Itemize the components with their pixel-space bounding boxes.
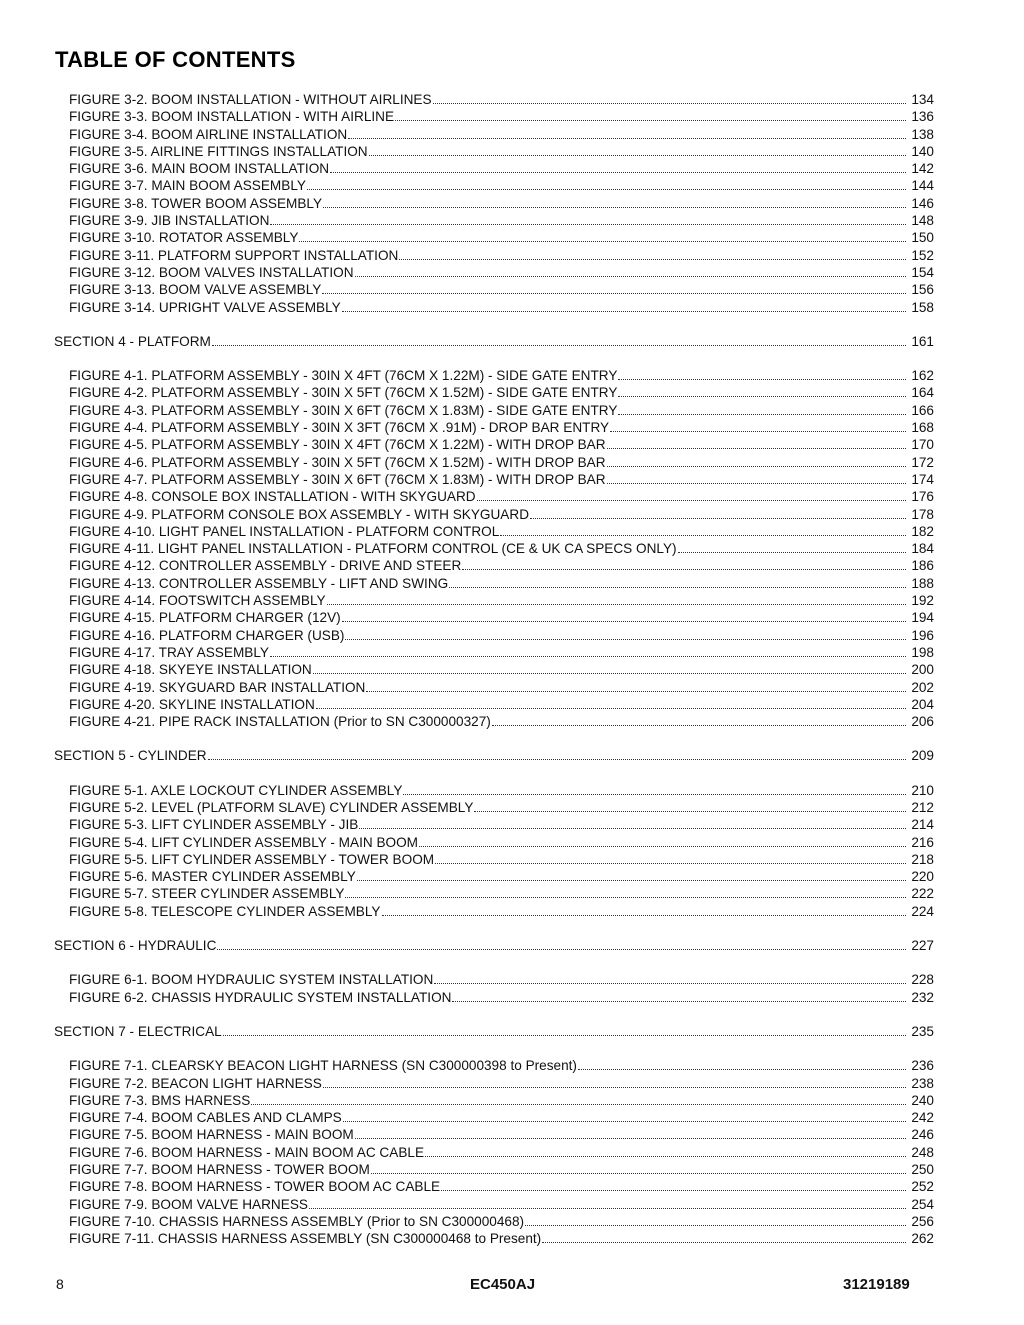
toc-entry-page: 218 [911, 851, 934, 867]
toc-entry-page: 134 [911, 92, 934, 107]
toc-entry-page: 136 [911, 109, 934, 125]
dot-leader [251, 1103, 906, 1105]
toc-entry-page: 154 [911, 264, 934, 280]
toc-entry-page: 164 [911, 385, 934, 401]
dot-leader [419, 845, 906, 847]
toc-figure-entry[interactable] [54, 160, 934, 177]
toc-entry-page: 152 [911, 247, 934, 263]
toc-entry-page: 248 [911, 1144, 934, 1160]
toc-entry-page: 156 [911, 282, 934, 298]
dot-leader [327, 603, 906, 605]
toc-entry-label: FIGURE 4-21. PIPE RACK INSTALLATION (Prior to SN C300000327) [69, 714, 491, 730]
toc-figure-entry[interactable] [54, 557, 934, 574]
toc-figure-entry[interactable] [54, 506, 934, 523]
toc-figure-entry[interactable] [54, 713, 934, 730]
dot-leader [342, 310, 906, 312]
toc-figure-entry[interactable] [54, 419, 934, 436]
toc-entry-page: 172 [911, 454, 934, 470]
toc-figure-entry[interactable] [54, 1126, 934, 1143]
toc-entry-label: FIGURE 3-9. JIB INSTALLATION [69, 213, 270, 229]
toc-section-entry[interactable] [54, 747, 934, 764]
dot-leader [357, 879, 906, 881]
toc-entry-label: FIGURE 4-2. PLATFORM ASSEMBLY - 30IN X 5FT (76CM X 1.52M) - SIDE GATE ENTRY [69, 385, 618, 401]
dot-leader [477, 499, 906, 501]
toc-entry-page: 182 [911, 523, 934, 539]
toc-entry-label: FIGURE 3-10. ROTATOR ASSEMBLY [69, 230, 299, 246]
toc-entry-label: FIGURE 7-10. CHASSIS HARNESS ASSEMBLY (Prior to SN C300000468) [69, 1213, 525, 1229]
dot-leader [307, 188, 906, 190]
toc-entry-page: 184 [911, 541, 934, 557]
toc-entry-label: FIGURE 6-1. BOOM HYDRAULIC SYSTEM INSTALLATION [69, 972, 434, 988]
dot-leader [342, 620, 906, 622]
dot-leader [322, 292, 906, 294]
toc-entry-label: SECTION 7 - ELECTRICAL [54, 1023, 222, 1039]
dot-leader [449, 586, 906, 588]
toc-entry-page: 224 [911, 903, 934, 919]
toc-figure-entry[interactable] [54, 644, 934, 661]
toc-figure-entry[interactable] [54, 1057, 934, 1074]
toc-entry-page: 236 [911, 1058, 934, 1074]
dot-leader [525, 1224, 906, 1226]
toc-entry-label: FIGURE 3-12. BOOM VALVES INSTALLATION [69, 264, 354, 280]
toc-figure-entry[interactable] [54, 1092, 934, 1109]
dot-leader [618, 395, 906, 397]
toc-figure-entry[interactable] [54, 281, 934, 298]
toc-figure-entry[interactable] [54, 609, 934, 626]
dot-leader [492, 724, 906, 726]
toc-entry-page: 242 [911, 1110, 934, 1126]
toc-figure-entry[interactable] [54, 488, 934, 505]
toc-entry-label: FIGURE 7-5. BOOM HARNESS - MAIN BOOM [69, 1127, 354, 1143]
toc-entry-label: FIGURE 6-2. CHASSIS HYDRAULIC SYSTEM INSTALLATION [69, 989, 452, 1005]
toc-entry-page: 216 [911, 834, 934, 850]
toc-figure-entry[interactable] [54, 885, 934, 902]
toc-entry-label: SECTION 4 - PLATFORM [54, 333, 211, 349]
dot-leader [323, 1086, 906, 1088]
toc-figure-entry[interactable] [54, 264, 934, 281]
dot-leader [403, 793, 906, 795]
dot-leader [355, 1137, 906, 1139]
toc-entry-label: FIGURE 7-4. BOOM CABLES AND CLAMPS [69, 1110, 342, 1126]
toc-entry-page: 196 [911, 627, 934, 643]
dot-leader [348, 137, 906, 139]
toc-entry-page: 198 [911, 644, 934, 660]
toc-entry-label: FIGURE 5-1. AXLE LOCKOUT CYLINDER ASSEMBLY [69, 782, 403, 798]
toc-entry-page: 140 [911, 143, 934, 159]
toc-entry-label: FIGURE 3-14. UPRIGHT VALVE ASSEMBLY [69, 299, 341, 315]
toc-entry-page: 235 [911, 1023, 934, 1039]
toc-entry-label: FIGURE 3-3. BOOM INSTALLATION - WITH AIRLINE [69, 109, 395, 125]
toc-figure-entry[interactable] [54, 1075, 934, 1092]
dot-leader [366, 690, 906, 692]
toc-section-entry[interactable] [54, 333, 934, 350]
toc-entry-label: FIGURE 5-2. LEVEL (PLATFORM SLAVE) CYLINDER ASSEMBLY [69, 799, 474, 815]
toc-entry-page: 252 [911, 1179, 934, 1195]
toc-figure-entry[interactable] [54, 108, 934, 125]
toc-entry-page: 214 [911, 817, 934, 833]
toc-entry-page: 256 [911, 1213, 934, 1229]
toc-entry-page: 178 [911, 506, 934, 522]
dot-leader [323, 206, 906, 208]
toc-figure-entry[interactable] [54, 1178, 934, 1195]
toc-figure-entry[interactable] [54, 143, 934, 160]
dot-leader [371, 1172, 906, 1174]
toc-entry-label: FIGURE 4-16. PLATFORM CHARGER (USB) [69, 627, 345, 643]
toc-figure-entry[interactable] [54, 903, 934, 920]
toc-entry-page: 240 [911, 1092, 934, 1108]
toc-entry-page: 238 [911, 1075, 934, 1091]
toc-figure-entry[interactable] [54, 799, 934, 816]
dot-leader [345, 896, 906, 898]
dot-leader [212, 344, 906, 346]
toc-figure-entry[interactable] [54, 229, 934, 246]
dot-leader [270, 655, 906, 657]
dot-leader [607, 447, 906, 449]
toc-figure-entry[interactable] [54, 989, 934, 1006]
toc-entry-label: FIGURE 4-19. SKYGUARD BAR INSTALLATION [69, 679, 366, 695]
toc-figure-entry[interactable] [54, 868, 934, 885]
toc-entry-label: FIGURE 7-2. BEACON LIGHT HARNESS [69, 1075, 322, 1091]
toc-entry-label: FIGURE 3-2. BOOM INSTALLATION - WITHOUT AIRLINES [69, 92, 432, 107]
toc-figure-entry[interactable] [54, 454, 934, 471]
toc-entry-label: FIGURE 4-6. PLATFORM ASSEMBLY - 30IN X 5FT (76CM X 1.52M) - WITH DROP BAR [69, 454, 606, 470]
toc-entry-page: 262 [911, 1231, 934, 1247]
dot-leader [217, 948, 906, 950]
dot-leader [399, 258, 906, 260]
toc-entry-label: FIGURE 4-9. PLATFORM CONSOLE BOX ASSEMBLY - WITH SKYGUARD [69, 506, 530, 522]
toc-entry-label: FIGURE 4-15. PLATFORM CHARGER (12V) [69, 610, 341, 626]
toc-entry-label: FIGURE 4-5. PLATFORM ASSEMBLY - 30IN X 4FT (76CM X 1.22M) - WITH DROP BAR [69, 437, 606, 453]
toc-figure-entry[interactable] [54, 575, 934, 592]
toc-entry-label: FIGURE 5-4. LIFT CYLINDER ASSEMBLY - MAIN BOOM [69, 834, 418, 850]
toc-entry-label: FIGURE 7-1. CLEARSKY BEACON LIGHT HARNESS (SN C300000398 to Present) [69, 1058, 577, 1074]
toc-entry-page: 138 [911, 126, 934, 142]
toc-entry-page: 144 [911, 178, 934, 194]
toc-figure-entry[interactable] [54, 1196, 934, 1213]
footer-doc-number: 31219189 [843, 1276, 910, 1293]
dot-leader [542, 1241, 906, 1243]
toc-entry-page: 174 [911, 471, 934, 487]
dot-leader [316, 707, 906, 709]
toc-entry-label: FIGURE 5-7. STEER CYLINDER ASSEMBLY [69, 886, 345, 902]
toc-figure-entry[interactable] [54, 1144, 934, 1161]
dot-leader [309, 1207, 906, 1209]
toc-entry-page: 228 [911, 972, 934, 988]
toc-figure-entry[interactable] [54, 436, 934, 453]
toc-entry-page: 222 [911, 886, 934, 902]
dot-leader [330, 171, 906, 173]
toc-entry-label: FIGURE 4-13. CONTROLLER ASSEMBLY - LIFT AND SWING [69, 575, 449, 591]
toc-entry-label: FIGURE 7-11. CHASSIS HARNESS ASSEMBLY (SN C300000468 to Present) [69, 1231, 542, 1247]
toc-entry-page: 161 [911, 333, 934, 349]
toc-entry-label: FIGURE 5-6. MASTER CYLINDER ASSEMBLY [69, 869, 356, 885]
toc-figure-entry[interactable] [54, 384, 934, 401]
dot-leader [452, 1000, 906, 1002]
toc-figure-entry[interactable] [54, 971, 934, 988]
toc-figure-entry[interactable] [54, 782, 934, 799]
dot-leader [474, 810, 906, 812]
toc-entry-label: FIGURE 4-11. LIGHT PANEL INSTALLATION - PLATFORM CONTROL (CE & UK CA SPECS ONLY) [69, 541, 677, 557]
toc-section-entry[interactable] [54, 1023, 934, 1040]
toc-entry-label: FIGURE 4-14. FOOTSWITCH ASSEMBLY [69, 593, 326, 609]
toc-entry-page: 254 [911, 1196, 934, 1212]
page-title: TABLE OF CONTENTS [55, 47, 296, 72]
footer-model: EC450AJ [470, 1276, 536, 1293]
dot-leader [359, 827, 906, 829]
dot-leader [395, 119, 906, 121]
toc-figure-entry[interactable] [54, 523, 934, 540]
toc-entry-label: FIGURE 3-11. PLATFORM SUPPORT INSTALLATION [69, 247, 399, 263]
dot-leader [610, 430, 906, 432]
toc-entry-label: FIGURE 5-5. LIFT CYLINDER ASSEMBLY - TOWER BOOM [69, 851, 435, 867]
toc-entry-page: 212 [911, 799, 934, 815]
toc-entry-label: FIGURE 3-7. MAIN BOOM ASSEMBLY [69, 178, 306, 194]
toc-entry-label: FIGURE 4-8. CONSOLE BOX INSTALLATION - WITH SKYGUARD [69, 489, 476, 505]
toc-figure-entry[interactable] [54, 177, 934, 194]
toc-figure-entry[interactable] [54, 212, 934, 229]
toc-entry-label: SECTION 5 - CYLINDER [54, 748, 207, 764]
toc-figure-entry[interactable] [54, 1230, 934, 1247]
toc-entry-page: 188 [911, 575, 934, 591]
toc-figure-entry[interactable] [54, 816, 934, 833]
dot-leader [434, 982, 906, 984]
toc-entry-page: 168 [911, 420, 934, 436]
toc-entry-page: 246 [911, 1127, 934, 1143]
dot-leader [678, 551, 906, 553]
toc-entry-label: FIGURE 4-7. PLATFORM ASSEMBLY - 30IN X 6FT (76CM X 1.83M) - WITH DROP BAR [69, 471, 606, 487]
toc-entry-label: FIGURE 4-20. SKYLINE INSTALLATION [69, 696, 315, 712]
toc-figure-entry[interactable] [54, 540, 934, 557]
dot-leader [223, 1034, 906, 1036]
toc-entry-page: 204 [911, 696, 934, 712]
toc-entry-page: 162 [911, 368, 934, 384]
dot-leader [435, 862, 906, 864]
dot-leader [343, 1120, 906, 1122]
toc-entry-page: 158 [911, 299, 934, 315]
dot-leader [607, 482, 906, 484]
toc-entry-label: FIGURE 5-8. TELESCOPE CYLINDER ASSEMBLY [69, 903, 381, 919]
toc-figure-entry[interactable] [54, 592, 934, 609]
toc-entry-page: 166 [911, 402, 934, 418]
dot-leader [208, 758, 906, 760]
dot-leader [313, 672, 906, 674]
dot-leader [578, 1068, 906, 1070]
toc-entry-page: 210 [911, 782, 934, 798]
toc-list [54, 91, 934, 1248]
toc-figure-entry[interactable] [54, 299, 934, 316]
toc-figure-entry[interactable] [54, 679, 934, 696]
toc-figure-entry[interactable] [54, 1161, 934, 1178]
toc-entry-label: FIGURE 3-5. AIRLINE FITTINGS INSTALLATION [69, 143, 368, 159]
toc-entry-label: FIGURE 4-10. LIGHT PANEL INSTALLATION - PLATFORM CONTROL [69, 523, 500, 539]
dot-leader [355, 275, 906, 277]
toc-figure-entry[interactable] [54, 91, 934, 108]
toc-figure-entry[interactable] [54, 126, 934, 143]
toc-entry-label: FIGURE 4-12. CONTROLLER ASSEMBLY - DRIVE AND STEER [69, 558, 462, 574]
dot-leader [607, 465, 906, 467]
dot-leader [462, 568, 906, 570]
toc-entry-page: 227 [911, 938, 934, 954]
toc-entry-label: FIGURE 3-4. BOOM AIRLINE INSTALLATION [69, 126, 348, 142]
toc-entry-page: 148 [911, 213, 934, 229]
toc-entry-page: 220 [911, 869, 934, 885]
dot-leader [425, 1155, 906, 1157]
toc-entry-label: FIGURE 4-3. PLATFORM ASSEMBLY - 30IN X 6FT (76CM X 1.83M) - SIDE GATE ENTRY [69, 402, 618, 418]
toc-figure-entry[interactable] [54, 834, 934, 851]
toc-figure-entry[interactable] [54, 367, 934, 384]
dot-leader [500, 534, 906, 536]
dot-leader [382, 914, 907, 916]
toc-entry-page: 232 [911, 989, 934, 1005]
toc-entry-label: FIGURE 7-3. BMS HARNESS [69, 1092, 251, 1108]
toc-entry-page: 142 [911, 161, 934, 177]
toc-entry-page: 176 [911, 489, 934, 505]
toc-entry-page: 192 [911, 593, 934, 609]
toc-entry-page: 200 [911, 662, 934, 678]
toc-figure-entry[interactable] [54, 661, 934, 678]
toc-entry-label: SECTION 6 - HYDRAULIC [54, 938, 217, 954]
toc-figure-entry[interactable] [54, 627, 934, 644]
footer-page-number: 8 [56, 1276, 64, 1292]
toc-figure-entry[interactable] [54, 247, 934, 264]
toc-entry-page: 170 [911, 437, 934, 453]
toc-figure-entry[interactable] [54, 1109, 934, 1126]
toc-entry-label: FIGURE 3-13. BOOM VALVE ASSEMBLY [69, 282, 322, 298]
toc-entry-page: 150 [911, 230, 934, 246]
toc-figure-entry[interactable] [54, 696, 934, 713]
toc-figure-entry[interactable] [54, 851, 934, 868]
dot-leader [530, 517, 906, 519]
dot-leader [270, 223, 906, 225]
toc-section-entry[interactable] [54, 937, 934, 954]
dot-leader [369, 154, 906, 156]
toc-entry-label: FIGURE 7-9. BOOM VALVE HARNESS [69, 1196, 308, 1212]
toc-entry-label: FIGURE 4-4. PLATFORM ASSEMBLY - 30IN X 3FT (76CM X .91M) - DROP BAR ENTRY [69, 420, 610, 436]
toc-entry-label: FIGURE 3-6. MAIN BOOM INSTALLATION [69, 161, 330, 177]
toc-entry-page: 209 [911, 748, 934, 764]
toc-entry-label: FIGURE 7-7. BOOM HARNESS - TOWER BOOM [69, 1162, 370, 1178]
toc-entry-label: FIGURE 4-18. SKYEYE INSTALLATION [69, 662, 312, 678]
toc-entry-label: FIGURE 4-17. TRAY ASSEMBLY [69, 644, 269, 660]
dot-leader [441, 1189, 906, 1191]
toc-entry-page: 194 [911, 610, 934, 626]
toc-figure-entry[interactable] [54, 402, 934, 419]
page-footer [0, 1276, 1024, 1296]
toc-figure-entry[interactable] [54, 471, 934, 488]
toc-entry-page: 206 [911, 714, 934, 730]
dot-leader [433, 102, 906, 104]
toc-entry-label: FIGURE 3-8. TOWER BOOM ASSEMBLY [69, 195, 323, 211]
toc-entry-label: FIGURE 5-3. LIFT CYLINDER ASSEMBLY - JIB [69, 817, 359, 833]
dot-leader [618, 378, 906, 380]
toc-entry-page: 250 [911, 1162, 934, 1178]
toc-figure-entry[interactable] [54, 1213, 934, 1230]
toc-entry-page: 146 [911, 195, 934, 211]
toc-figure-entry[interactable] [54, 195, 934, 212]
toc-entry-label: FIGURE 7-8. BOOM HARNESS - TOWER BOOM AC CABLE [69, 1179, 441, 1195]
toc-entry-page: 186 [911, 558, 934, 574]
dot-leader [345, 638, 906, 640]
dot-leader [618, 413, 906, 415]
dot-leader [299, 240, 906, 242]
toc-entry-label: FIGURE 4-1. PLATFORM ASSEMBLY - 30IN X 4FT (76CM X 1.22M) - SIDE GATE ENTRY [69, 368, 618, 384]
toc-entry-label: FIGURE 7-6. BOOM HARNESS - MAIN BOOM AC CABLE [69, 1144, 425, 1160]
toc-entry-page: 202 [911, 679, 934, 695]
